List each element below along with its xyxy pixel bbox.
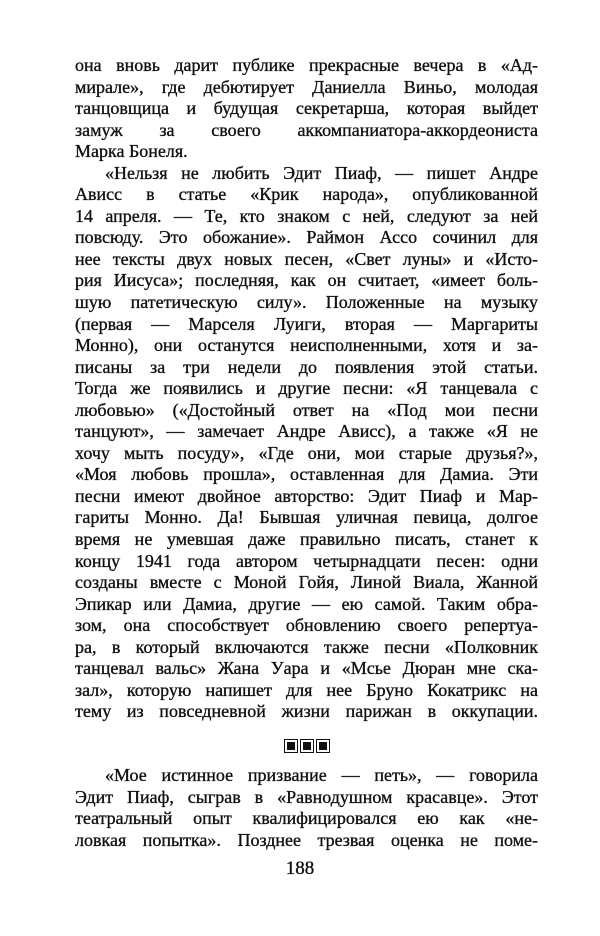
text-line: (первая — Марселя Луиги, вторая — Маргариты — [75, 313, 538, 334]
paragraph — [75, 55, 538, 163]
text-line: нее тексты двух новых песен, «Свет луны» и «Исто- — [75, 248, 538, 269]
text-line: «Нельзя не любить Эдит Пиаф, — пишет Андре — [105, 162, 538, 183]
text-line: танцуют», — замечает Андре Ависс), а также «Я не — [75, 421, 538, 442]
text-line: она вновь дарит публике прекрасные вечера в «Ад- — [75, 55, 538, 75]
page-number: 188 — [285, 858, 315, 879]
text-line: созданы вместе с Моной Гойя, Линой Виала, Жанной — [75, 572, 538, 593]
text-line: ра, в который включаются также песни «Полковник — [75, 636, 538, 657]
text-line: Ависс в статье «Крик народа», опубликованной — [75, 184, 538, 205]
text-line: замуж за своего аккомпаниатора-аккордеониста — [75, 119, 538, 140]
text-line: Эпикар или Дамиа, другие — ею самой. Таким обра- — [75, 593, 538, 614]
text-line: песни имеют двойное авторство: Эдит Пиаф и Мар- — [75, 485, 538, 506]
text-line: тему из повседневной жизни парижан в оккупации. — [75, 701, 538, 722]
text-line: Монно), они останутся неисполненными, хотя и за- — [75, 335, 538, 356]
text-line: гариты Монно. Да! Бывшая уличная певица, долгое — [75, 507, 538, 528]
text-line: Тогда же появились и другие песни: «Я танцевала с — [75, 378, 538, 399]
text-line: ловкая попытка». Позднее трезвая оценка не поме- — [75, 829, 538, 850]
text-line: рия Иисуса»; последняя, как он считает, «имеет боль- — [75, 270, 538, 291]
text-line: хочу мыть посуду», «Где они, мои старые друзья?», — [75, 442, 538, 463]
text-line: концу 1941 года автором четырнадцати песен: одни — [75, 550, 538, 571]
text-line: Марка Бонеля. — [75, 141, 188, 162]
text-line: повсюду. Это обожание». Раймон Ассо сочинил для — [75, 227, 538, 248]
text-line: любовью» («Достойный ответ на «Под мои песни — [75, 399, 538, 420]
text-line: зом, она способствует обновлению своего репертуа- — [75, 615, 538, 636]
text-line: 14 апреля. — Те, кто знаком с ней, следуют за ней — [75, 205, 538, 226]
text-line: танцовщица и будущая секретарша, которая выйдет — [75, 98, 538, 119]
separator-square-icon — [316, 739, 330, 753]
text-line: мирале», где дебютирует Даниелла Виньо, молодая — [75, 76, 538, 97]
separator-square-icon — [284, 739, 298, 753]
page-body — [75, 55, 538, 851]
text-line: время не умевшая даже правильно писать, станет к — [75, 529, 538, 550]
text-line: писаны за три недели до появления этой статьи. — [75, 356, 538, 377]
paragraph — [75, 765, 538, 851]
text-line: шую патетическую силу». Положенные на музыку — [75, 292, 538, 313]
section-separator — [75, 729, 538, 763]
text-line: зал», которую напишет для нее Бруно Кокатрикс на — [75, 679, 538, 700]
paragraph — [75, 163, 538, 723]
text-line: театральный опыт квалифицировался ею как «не- — [75, 808, 538, 829]
text-line: Эдит Пиаф, сыграв в «Равнодушном красавце». Этот — [75, 786, 538, 807]
text-line: «Мое истинное призвание — петь», — говорила — [105, 764, 538, 785]
separator-square-icon — [300, 739, 314, 753]
text-line: танцевал вальс» Жана Уара и «Мсье Дюран мне ска- — [75, 658, 538, 679]
text-line: «Моя любовь прошла», оставленная для Дамиа. Эти — [75, 464, 538, 485]
